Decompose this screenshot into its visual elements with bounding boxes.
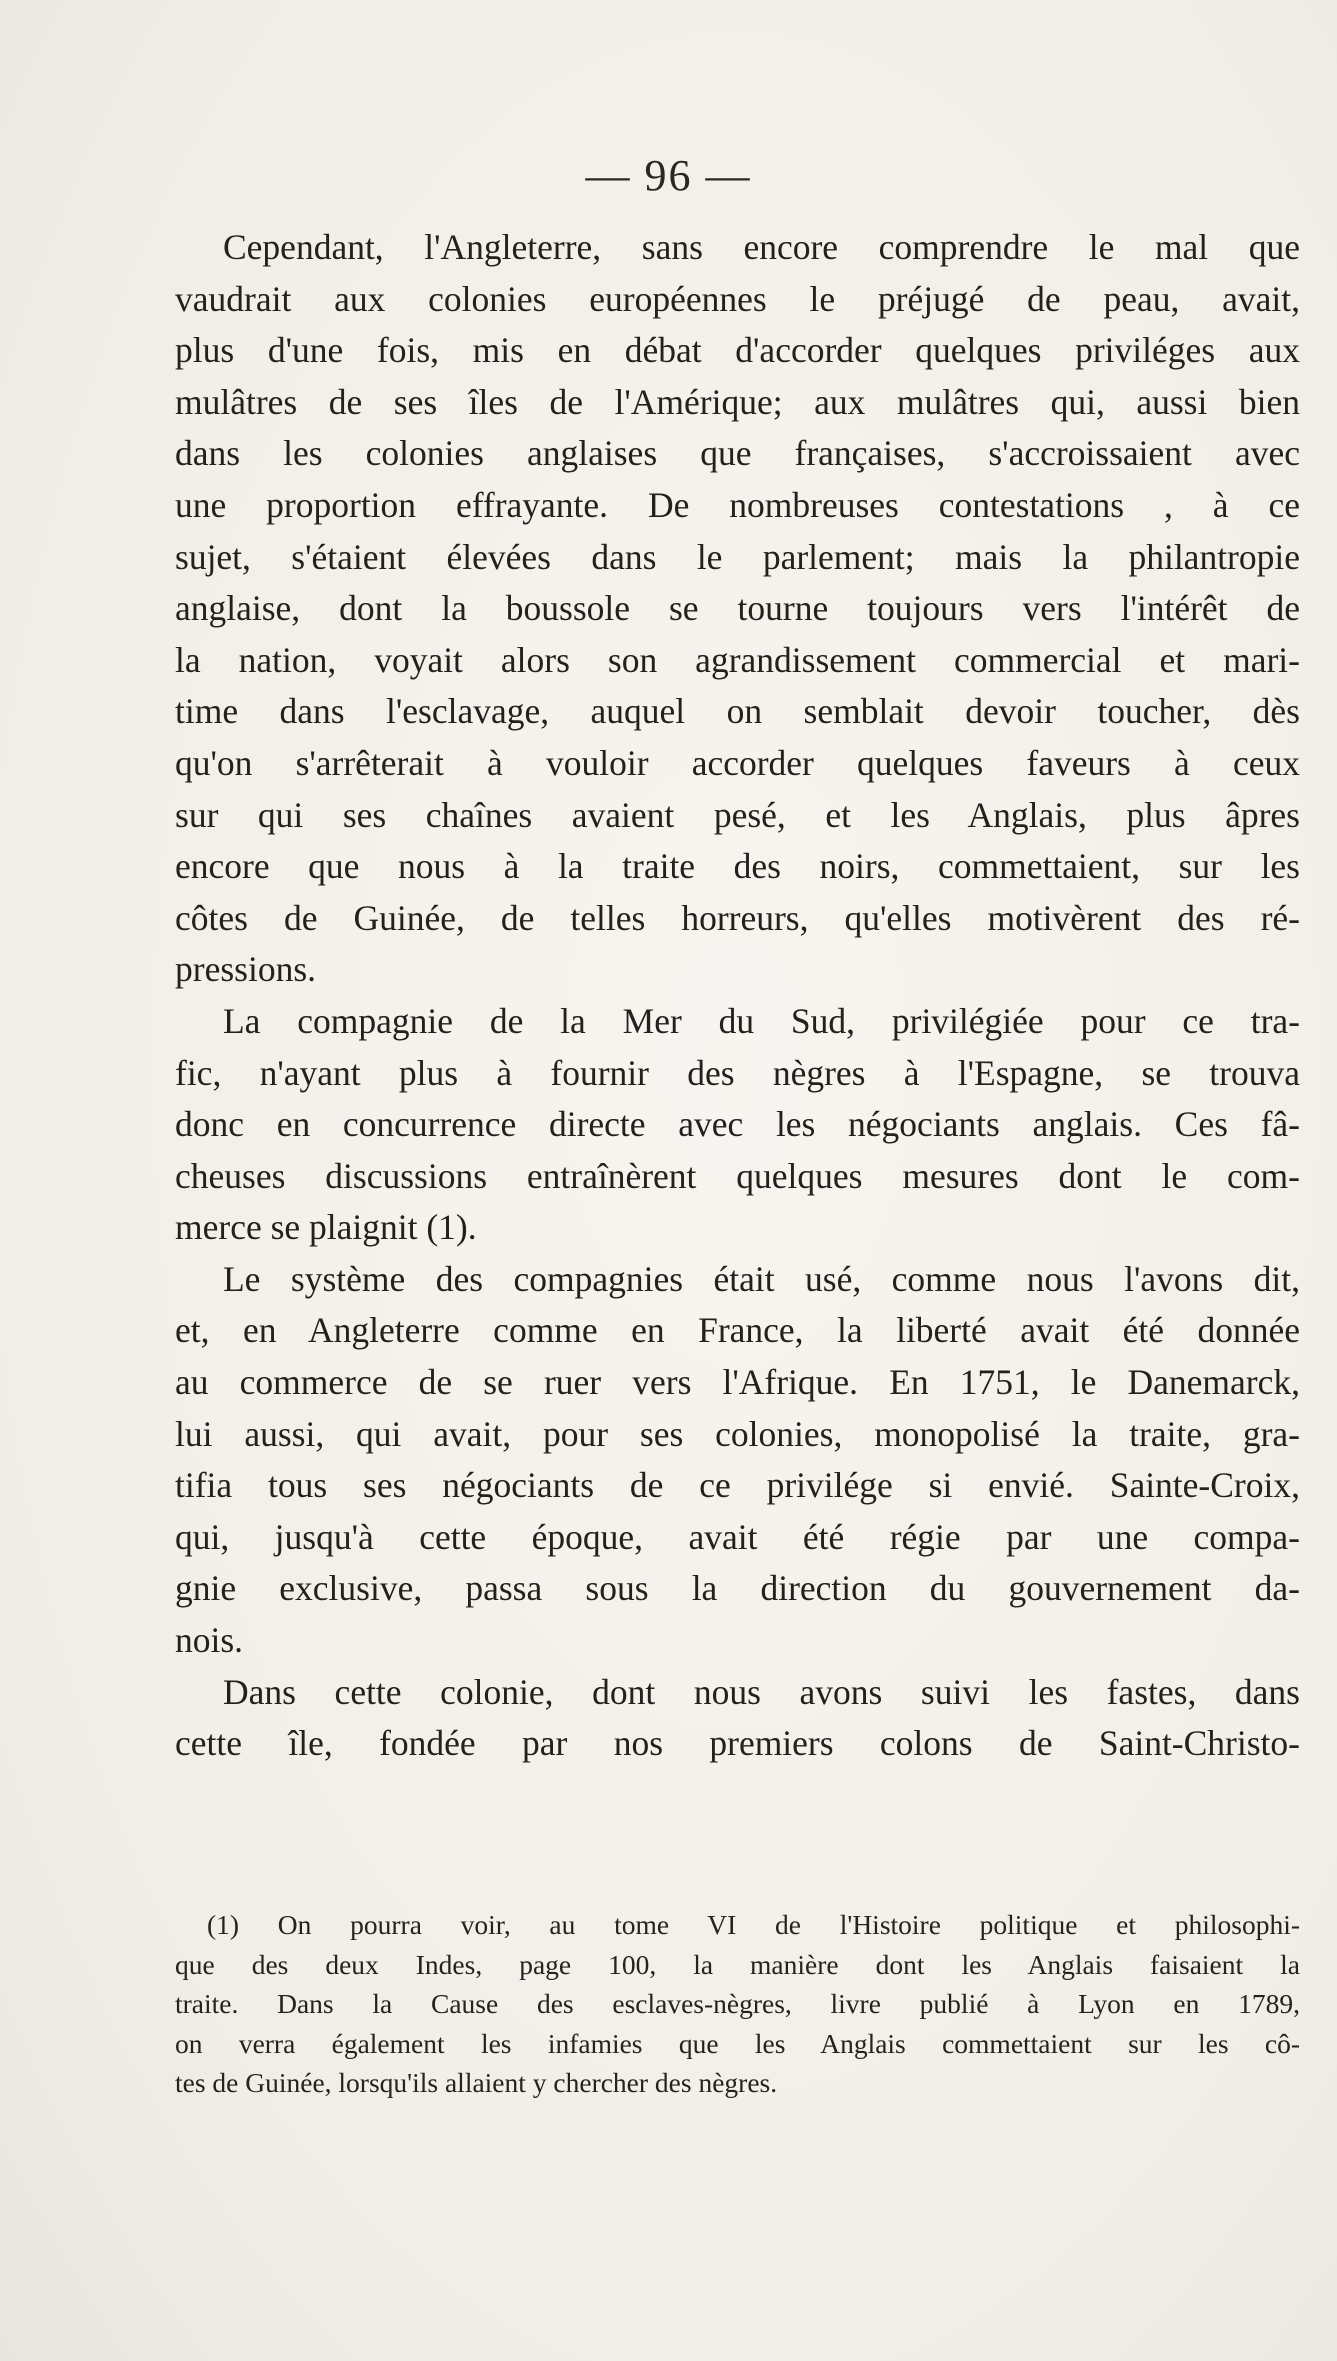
text-line: merce se plaignit (1). <box>175 1207 477 1248</box>
paragraph <box>175 996 1300 1254</box>
footnote-line: on verra également les infamies que les Anglais commettaient sur les cô- <box>175 2027 1300 2059</box>
paragraph <box>175 1254 1300 1667</box>
paragraph <box>175 1667 1300 1770</box>
text-line: gnie exclusive, passa sous la direction du gouvernement da- <box>175 1568 1300 1609</box>
text-line: time dans l'esclavage, auquel on semblait devoir toucher, dès <box>175 691 1300 732</box>
text-line: vaudrait aux colonies européennes le préjugé de peau, avait, <box>175 278 1300 319</box>
text-line: sur qui ses chaînes avaient pesé, et les Anglais, plus âpres <box>175 794 1300 835</box>
text-line: cette île, fondée par nos premiers colons de Saint-Christo- <box>175 1723 1300 1764</box>
footnote-line: traite. Dans la Cause des esclaves-nègres, livre publié à Lyon en 1789, <box>175 1988 1300 2019</box>
text-line: donc en concurrence directe avec les négociants anglais. Ces fâ- <box>175 1104 1300 1145</box>
text-line: une proportion effrayante. De nombreuses contestations , à ce <box>175 484 1300 525</box>
text-line: qu'on s'arrêterait à vouloir accorder quelques faveurs à ceux <box>175 742 1300 783</box>
footnote-line: que des deux Indes, page 100, la manière dont les Anglais faisaient la <box>175 1948 1300 1980</box>
text-line: la nation, voyait alors son agrandissement commercial et mari- <box>175 639 1300 680</box>
text-line: tifia tous ses négociants de ce privilége si envié. Sainte-Croix, <box>175 1465 1300 1506</box>
text-line: anglaise, dont la boussole se tourne toujours vers l'intérêt de <box>175 588 1300 629</box>
text-line: plus d'une fois, mis en débat d'accorder quelques priviléges aux <box>175 330 1300 371</box>
text-line: Cependant, l'Angleterre, sans encore comprendre le mal que <box>223 227 1300 267</box>
text-line: encore que nous à la traite des noirs, commettaient, sur les <box>175 846 1300 887</box>
footnote-line: (1) On pourra voir, au tome VI de l'Histoire politique et philosophi- <box>207 1909 1300 1940</box>
text-line: lui aussi, qui avait, pour ses colonies, monopolisé la traite, gra- <box>175 1413 1300 1454</box>
text-line: mulâtres de ses îles de l'Amérique; aux mulâtres qui, aussi bien <box>175 381 1300 422</box>
text-line: fic, n'ayant plus à fournir des nègres à l'Espagne, se trouva <box>175 1052 1300 1093</box>
text-line: Dans cette colonie, dont nous avons suivi les fastes, dans <box>223 1671 1300 1712</box>
footnote <box>175 1905 1300 2103</box>
footnote-line: tes de Guinée, lorsqu'ils allaient y chercher des nègres. <box>175 2067 778 2098</box>
paragraph <box>175 222 1300 996</box>
text-line: dans les colonies anglaises que françaises, s'accroissaient avec <box>175 433 1300 474</box>
body-text <box>175 222 1300 1770</box>
page-number: — 96 — <box>585 151 752 200</box>
text-line: pressions. <box>175 949 317 990</box>
text-line: au commerce de se ruer vers l'Afrique. En 1751, le Danemarck, <box>175 1362 1300 1403</box>
text-line: et, en Angleterre comme en France, la liberté avait été donnée <box>175 1310 1300 1351</box>
text-line: Le système des compagnies était usé, comme nous l'avons dit, <box>223 1258 1300 1299</box>
text-line: cheuses discussions entraînèrent quelques mesures dont le com- <box>175 1155 1300 1196</box>
text-line: nois. <box>175 1620 244 1661</box>
text-line: sujet, s'étaient élevées dans le parlement; mais la philantropie <box>175 536 1300 577</box>
text-line: La compagnie de la Mer du Sud, privilégiée pour ce tra- <box>223 1000 1300 1041</box>
text-line: côtes de Guinée, de telles horreurs, qu'elles motivèrent des ré- <box>175 897 1300 938</box>
text-line: qui, jusqu'à cette époque, avait été régie par une compa- <box>175 1516 1300 1557</box>
